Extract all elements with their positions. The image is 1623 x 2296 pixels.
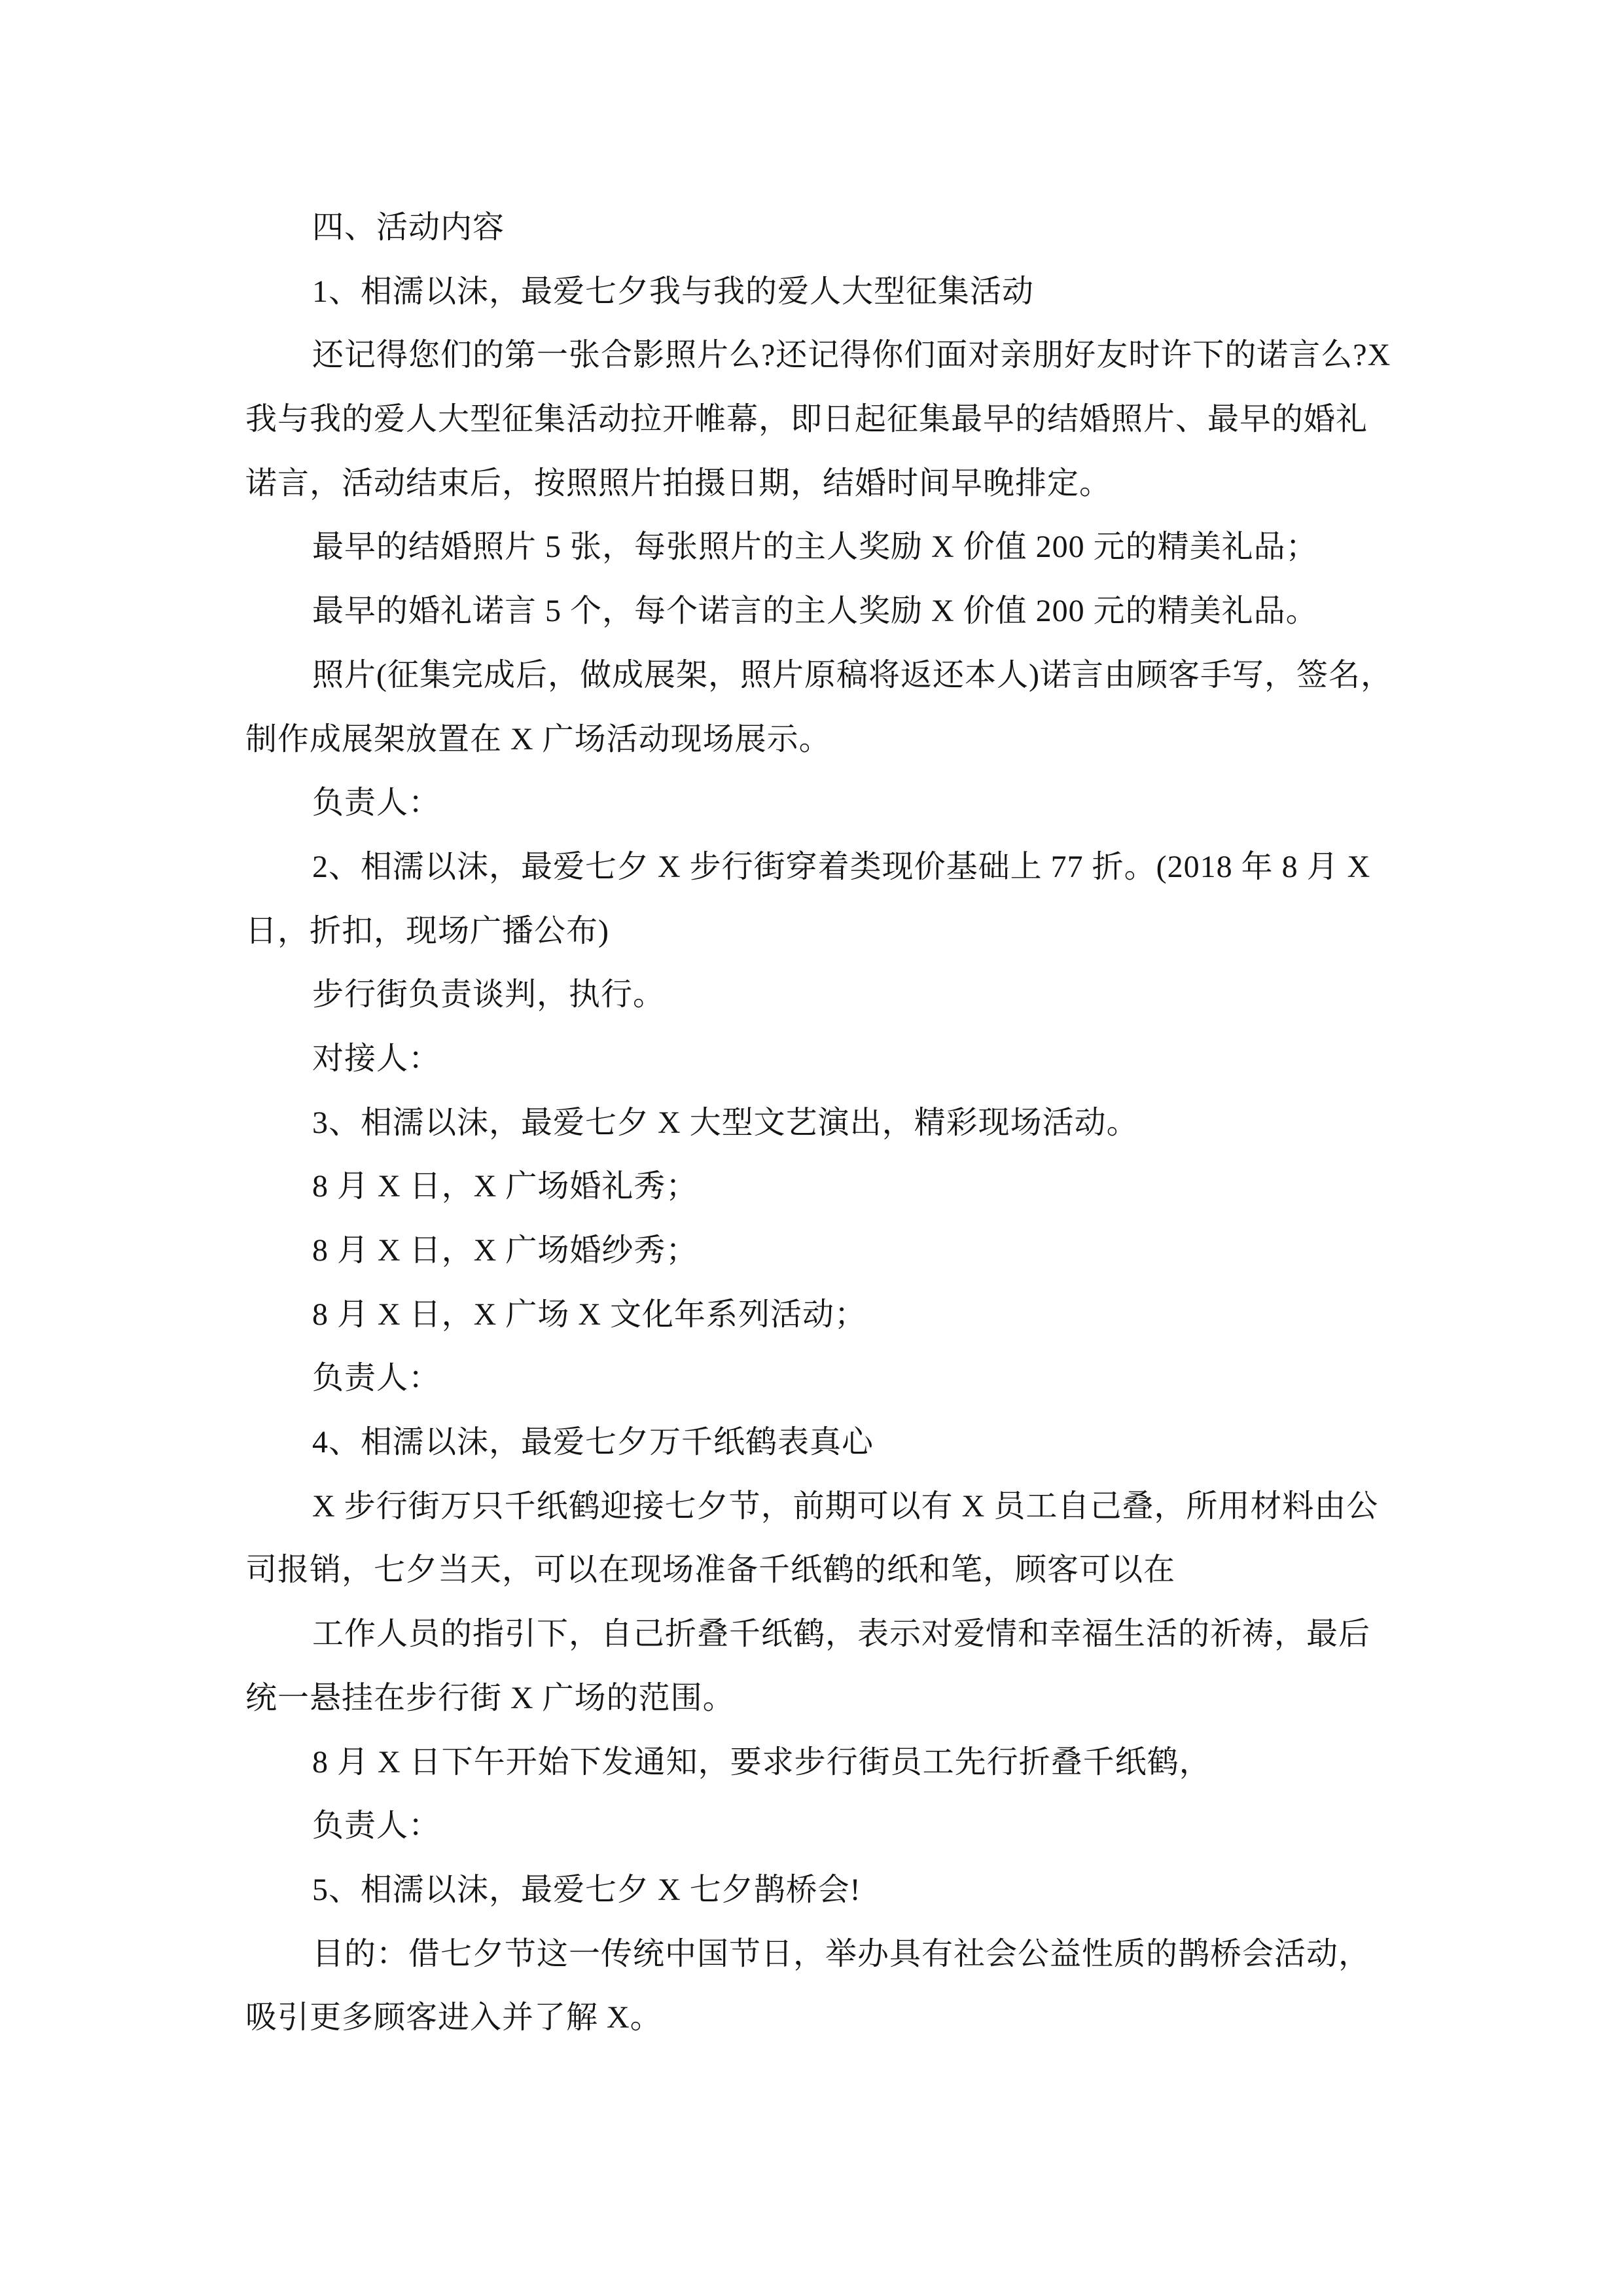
text-line: 制作成展架放置在 X 广场活动现场展示。	[245, 721, 831, 757]
text-line: 四、活动内容	[312, 210, 505, 245]
text-line: X 步行街万只千纸鹤迎接七夕节，前期可以有 X 员工自己叠，所用材料由公	[312, 1488, 1379, 1524]
text-line: 目的：借七夕节这一传统中国节日，举办具有社会公益性质的鹊桥会活动，	[312, 1936, 1371, 1971]
text-line: 负责人：	[312, 1361, 441, 1396]
text-line: 日，折扣，现场广播公布)	[245, 913, 609, 948]
text-line: 工作人员的指引下，自己折叠千纸鹤，表示对爱情和幸福生活的祈祷，最后	[312, 1617, 1371, 1652]
text-line: 最早的婚礼诺言 5 个，每个诺言的主人奖励 X 价值 200 元的精美礼品。	[312, 594, 1318, 629]
text-line: 我与我的爱人大型征集活动拉开帷幕，即日起征集最早的结婚照片、最早的婚礼	[245, 402, 1368, 437]
text-line: 对接人：	[312, 1041, 441, 1076]
text-line: 5、相濡以沫，最爱七夕 X 七夕鹊桥会!	[312, 1872, 861, 1907]
text-line: 3、相濡以沫，最爱七夕 X 大型文艺演出，精彩现场活动。	[312, 1105, 1139, 1140]
text-line: 吸引更多顾客进入并了解 X。	[245, 2000, 662, 2036]
text-line: 8 月 X 日，X 广场婚纱秀；	[312, 1233, 698, 1268]
text-line: 1、相濡以沫，最爱七夕我与我的爱人大型征集活动	[312, 274, 1035, 309]
text-line: 步行街负责谈判，执行。	[312, 977, 666, 1013]
text-line: 2、相濡以沫，最爱七夕 X 步行街穿着类现价基础上 77 折。(2018 年 8 月 X	[312, 849, 1371, 884]
text-line: 8 月 X 日，X 广场 X 文化年系列活动；	[312, 1297, 866, 1332]
text-line: 还记得您们的第一张合影照片么?还记得你们面对亲朋好友时许下的诺言么?X	[312, 338, 1391, 373]
text-line: 4、相濡以沫，最爱七夕万千纸鹤表真心	[312, 1425, 874, 1460]
text-line: 8 月 X 日下午开始下发通知，要求步行街员工先行折叠千纸鹤，	[312, 1744, 1211, 1780]
text-line: 负责人：	[312, 1808, 441, 1844]
text-line: 负责人：	[312, 785, 441, 821]
text-line: 司报销，七夕当天，可以在现场准备千纸鹤的纸和笔，顾客可以在	[245, 1552, 1176, 1588]
text-line: 最早的结婚照片 5 张，每张照片的主人奖励 X 价值 200 元的精美礼品；	[312, 529, 1318, 565]
document-body	[245, 196, 1417, 2050]
text-line: 照片(征集完成后，做成展架，照片原稿将返还本人)诺言由顾客手写，签名，	[312, 657, 1393, 692]
text-line: 8 月 X 日，X 广场婚礼秀；	[312, 1169, 698, 1204]
text-line: 统一悬挂在步行街 X 广场的范围。	[245, 1680, 735, 1715]
text-line: 诺言，活动结束后，按照照片拍摄日期，结婚时间早晚排定。	[245, 465, 1112, 501]
